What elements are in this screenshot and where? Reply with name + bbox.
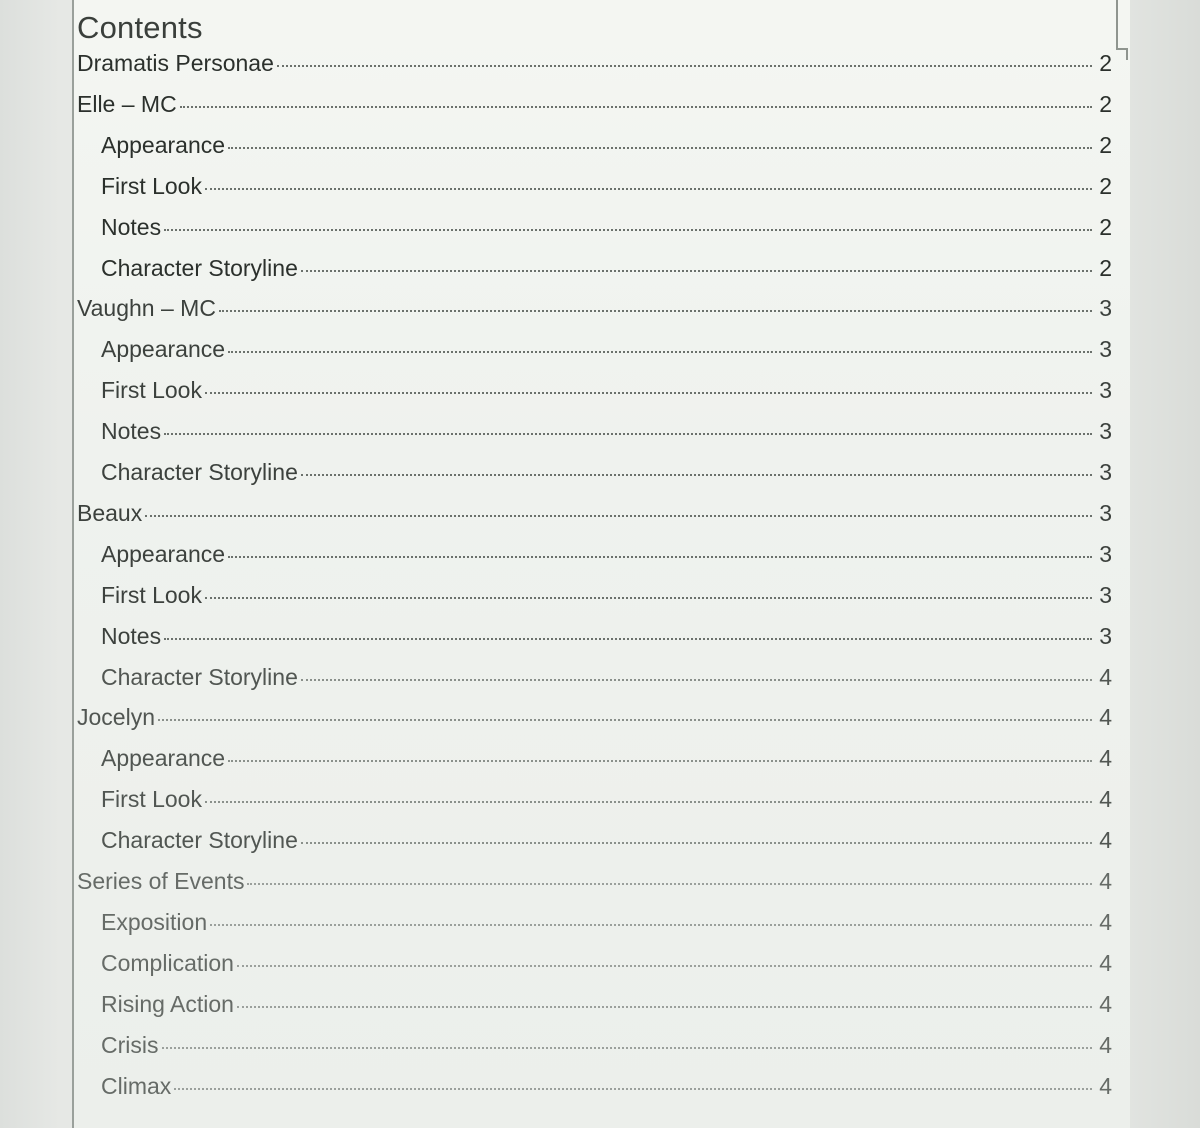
toc-page-number: 3 [1099, 418, 1112, 445]
toc-entry-label: Character Storyline [101, 827, 298, 854]
toc-dot-leader [162, 1047, 1093, 1049]
toc-page-number: 3 [1099, 377, 1112, 404]
toc-entry[interactable] [101, 991, 1112, 1023]
toc-entry[interactable] [77, 295, 1112, 327]
toc-page-number: 4 [1099, 1031, 1112, 1058]
toc-dot-leader [237, 1006, 1092, 1008]
toc-dot-leader [301, 474, 1092, 476]
toc-dot-leader [164, 229, 1092, 231]
toc-page-number: 4 [1099, 827, 1112, 854]
toc-entry[interactable] [77, 500, 1112, 532]
toc-dot-leader [237, 965, 1092, 967]
toc-entry-label: Appearance [101, 745, 226, 772]
toc-entry-label: Beaux [77, 499, 143, 526]
toc-page-number: 4 [1099, 663, 1112, 690]
toc-entry[interactable] [101, 214, 1112, 246]
toc-dot-leader [210, 924, 1092, 926]
toc-entry[interactable] [101, 909, 1112, 941]
toc-entry[interactable] [77, 50, 1112, 82]
toc-entry-label: Appearance [101, 131, 226, 158]
toc-dot-leader [301, 679, 1092, 681]
toc-page-number: 4 [1099, 745, 1112, 772]
toc-entry[interactable] [101, 459, 1112, 491]
toc-page-number: 3 [1099, 540, 1112, 567]
toc-page-number: 3 [1099, 499, 1112, 526]
toc-page-number: 4 [1099, 868, 1112, 894]
toc-page-number: 4 [1099, 704, 1112, 731]
toc-page-number: 3 [1099, 295, 1112, 322]
toc-page-number: 3 [1099, 622, 1112, 649]
toc-entry-label: Notes [101, 213, 162, 240]
toc-entry[interactable] [101, 786, 1112, 818]
toc-dot-leader [180, 106, 1092, 108]
toc-entry-label: Series of Events [77, 868, 245, 894]
toc-entry[interactable] [101, 132, 1112, 164]
toc-entry[interactable] [77, 91, 1112, 123]
toc-dot-leader [174, 1088, 1092, 1090]
toc-page-number: 2 [1099, 50, 1112, 76]
toc-entry[interactable] [77, 868, 1112, 900]
toc-entry-label: Notes [101, 622, 162, 649]
toc-entry[interactable] [101, 173, 1112, 205]
toc-page-number: 3 [1099, 336, 1112, 363]
toc-entry-label: First Look [101, 786, 202, 813]
toc-dot-leader [205, 597, 1092, 599]
toc-entry-label: Character Storyline [101, 254, 298, 281]
toc-entry-label: First Look [101, 581, 202, 608]
toc-page-number: 2 [1099, 172, 1112, 199]
toc-dot-leader [228, 556, 1092, 558]
toc-dot-leader [158, 719, 1092, 721]
toc-dot-leader [164, 638, 1092, 640]
toc-dot-leader [219, 310, 1092, 312]
toc-page-number: 4 [1099, 908, 1112, 935]
toc-entry[interactable] [101, 336, 1112, 368]
toc-dot-leader [277, 65, 1092, 67]
toc-dot-leader [145, 515, 1092, 517]
toc-entry-label: Dramatis Personae [77, 50, 274, 76]
toc-dot-leader [164, 433, 1092, 435]
toc-entry[interactable] [101, 1032, 1112, 1064]
toc-page-number: 2 [1099, 90, 1112, 117]
toc-entry[interactable] [101, 255, 1112, 287]
toc-dot-leader [205, 801, 1092, 803]
toc-entry[interactable] [101, 582, 1112, 614]
toc-dot-leader [205, 392, 1092, 394]
toc-entry-label: Character Storyline [101, 459, 298, 485]
toc-page-number: 4 [1099, 990, 1112, 1017]
toc-dot-leader [228, 147, 1092, 149]
toc-entry-label: Appearance [101, 336, 226, 363]
toc-entry[interactable] [101, 664, 1112, 696]
toc-entry-label: Complication [101, 949, 234, 976]
toc-page-number: 2 [1099, 131, 1112, 158]
toc-entry[interactable] [77, 704, 1112, 736]
toc-entry[interactable] [101, 745, 1112, 777]
toc-entry-label: Vaughn – MC [77, 295, 216, 322]
toc-page-number: 4 [1099, 786, 1112, 813]
toc-entry[interactable] [101, 950, 1112, 982]
toc-dot-leader [301, 842, 1092, 844]
toc-page-number: 4 [1099, 1072, 1112, 1099]
toc-entry[interactable] [101, 827, 1112, 859]
toc-heading: Contents [77, 10, 203, 45]
toc-entry-label: Appearance [101, 540, 226, 567]
toc-entry-label: Climax [101, 1072, 172, 1099]
toc-dot-leader [247, 883, 1092, 885]
toc-entry-label: Exposition [101, 908, 208, 935]
toc-entry-label: First Look [101, 172, 202, 199]
toc-entry-label: Notes [101, 418, 162, 445]
toc-entry-label: Crisis [101, 1031, 159, 1058]
toc-page-number: 3 [1099, 459, 1112, 485]
toc-entry-label: Character Storyline [101, 663, 298, 690]
toc-page-number: 2 [1099, 213, 1112, 240]
toc-entry[interactable] [101, 623, 1112, 655]
toc-dot-leader [301, 270, 1092, 272]
toc-entry[interactable] [101, 1073, 1112, 1105]
toc-entry-label: Rising Action [101, 990, 234, 1017]
toc-entry[interactable] [101, 541, 1112, 573]
toc-page-number: 3 [1099, 581, 1112, 608]
toc-page-number: 2 [1099, 254, 1112, 281]
toc-entry-label: Jocelyn [77, 704, 155, 731]
toc-entry[interactable] [101, 418, 1112, 450]
toc-dot-leader [228, 760, 1092, 762]
toc-dot-leader [228, 351, 1092, 353]
toc-page-number: 4 [1099, 949, 1112, 976]
toc-dot-leader [205, 188, 1092, 190]
toc-entry-label: First Look [101, 377, 202, 404]
toc-entry-label: Elle – MC [77, 90, 177, 117]
toc-entry[interactable] [101, 377, 1112, 409]
